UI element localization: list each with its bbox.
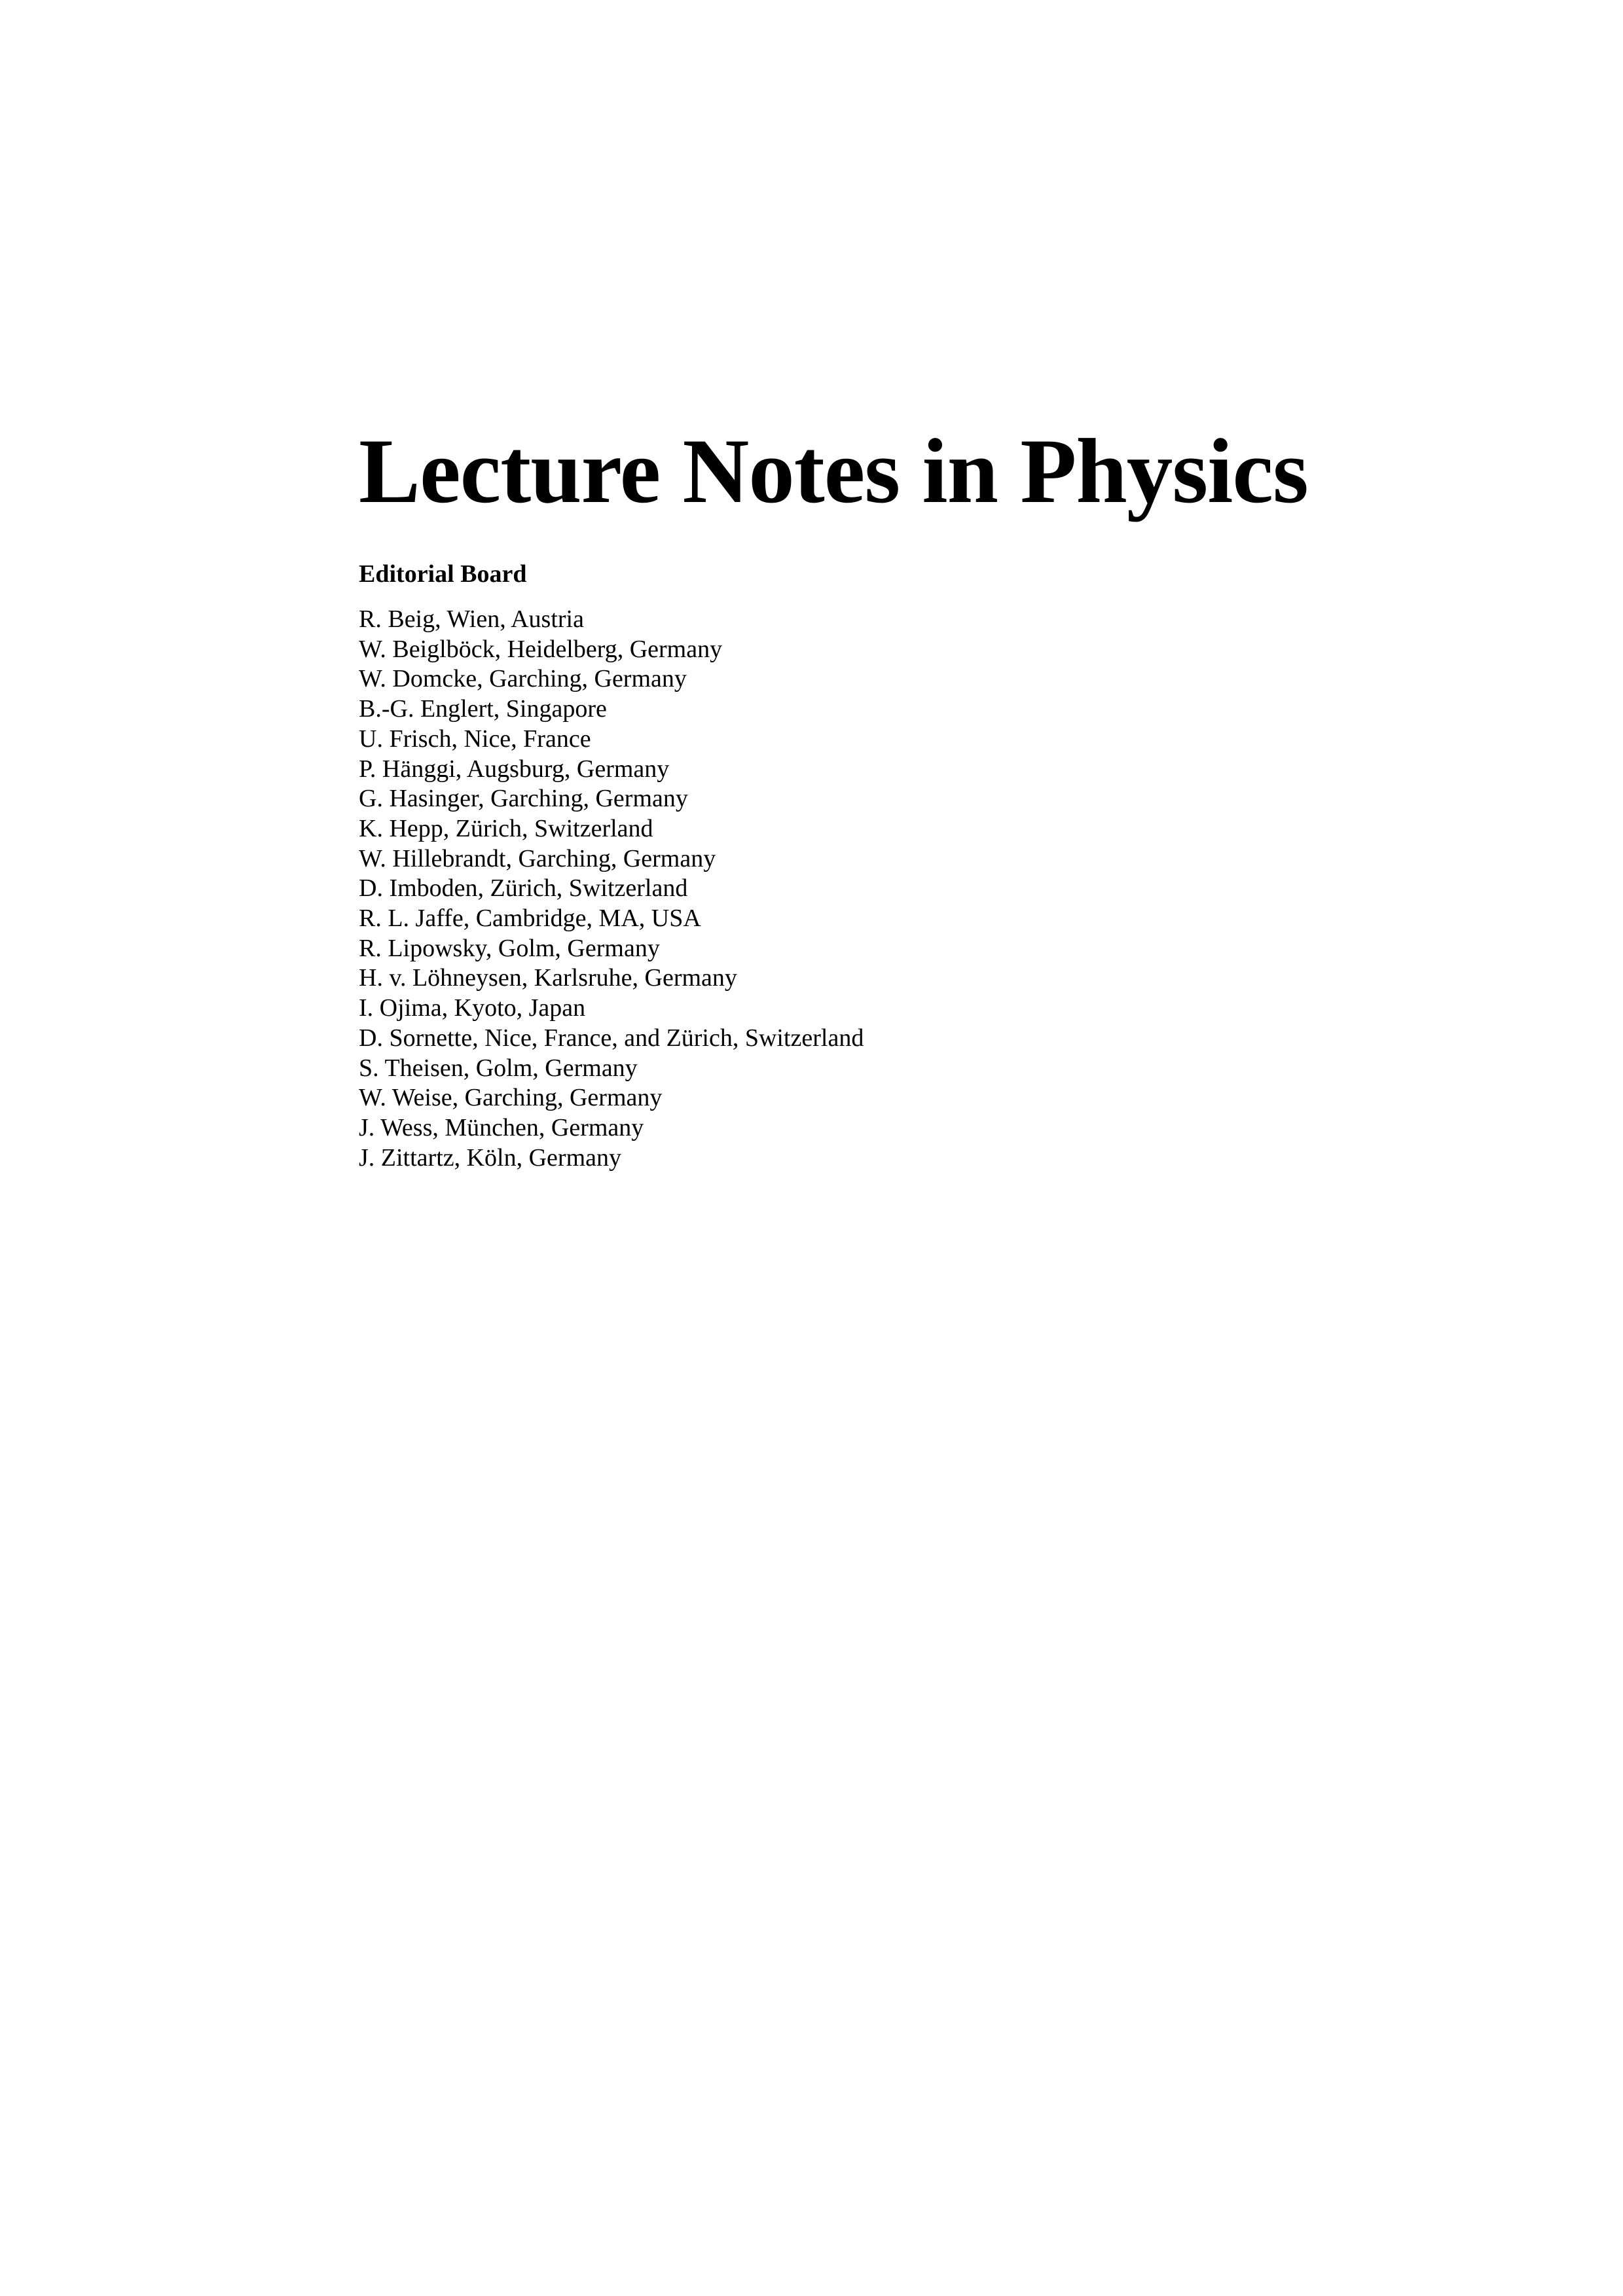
board-member: W. Beiglböck, Heidelberg, Germany [359,635,723,663]
editorial-board-heading: Editorial Board [359,560,527,588]
board-member: W. Domcke, Garching, Germany [359,665,687,693]
board-member: R. L. Jaffe, Cambridge, MA, USA [359,905,701,933]
board-member: H. v. Löhneysen, Karlsruhe, Germany [359,964,737,992]
board-member: S. Theisen, Golm, Germany [359,1054,638,1082]
board-member: U. Frisch, Nice, France [359,725,591,753]
series-title: Lecture Notes in Physics [359,420,1308,522]
board-member: D. Sornette, Nice, France, and Zürich, Switzerland [359,1024,864,1052]
board-member: W. Hillebrandt, Garching, Germany [359,844,716,872]
board-member: B.-G. Englert, Singapore [359,695,607,723]
board-member: R. Lipowsky, Golm, Germany [359,934,660,962]
board-member: G. Hasinger, Garching, Germany [359,785,688,813]
board-member: P. Hänggi, Augsburg, Germany [359,755,670,783]
page-content [359,416,1341,1173]
board-member: W. Weise, Garching, Germany [359,1084,663,1112]
board-member: K. Hepp, Zürich, Switzerland [359,814,653,842]
board-member: J. Wess, München, Germany [359,1113,644,1141]
board-member: J. Zittartz, Köln, Germany [359,1143,622,1172]
editorial-board-list [359,605,1341,1173]
board-member: D. Imboden, Zürich, Switzerland [359,874,688,903]
board-member: R. Beig, Wien, Austria [359,605,584,633]
board-member: I. Ojima, Kyoto, Japan [359,994,586,1022]
